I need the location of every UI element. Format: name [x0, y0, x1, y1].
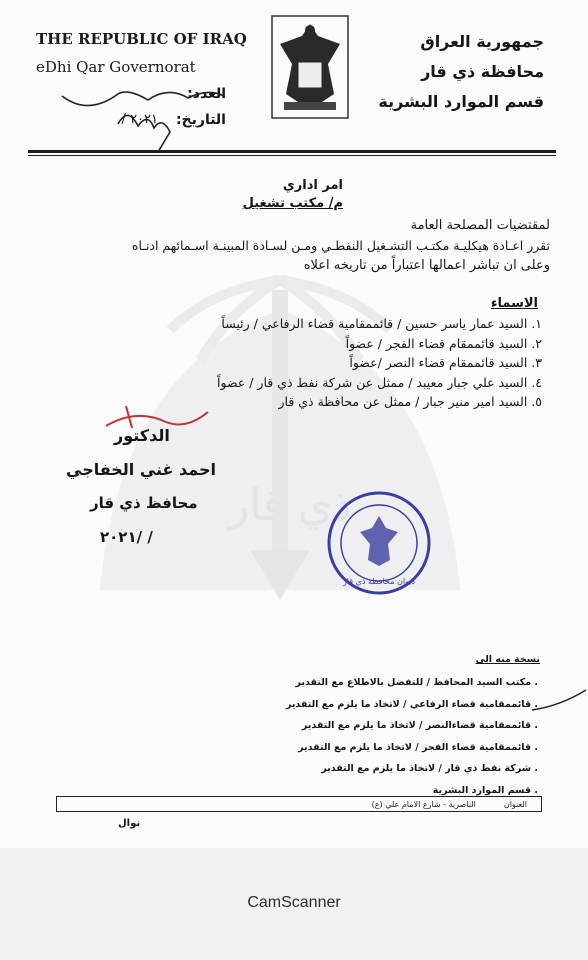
header-country-ar: جمهورية العراق [420, 32, 544, 51]
iraq-eagle-emblem [270, 14, 350, 120]
list-item: . شركة نفط ذي قار / لاتخاذ ما يلزم مع التقدير [321, 763, 538, 774]
watermark-text: ذي قار [228, 480, 352, 531]
names-heading: الاسماء [490, 296, 538, 311]
list-item: . قائممقامية قضاءالنصر / لاتخاذ ما يلزم مع التقدير [301, 720, 538, 731]
list-item: ٥. السيد امير منير جبار / ممثل عن محافظة ذي قار [278, 394, 542, 409]
date-label: التاريخ: [175, 112, 226, 128]
order-subject: م/ مكتب تشغيل [242, 196, 343, 211]
number-label: العدد: [187, 86, 226, 102]
signature-name: احمد غني الخفاجي [66, 460, 217, 479]
footer-address-label: العنوان [503, 799, 527, 809]
footer-initials: نوال [118, 818, 141, 829]
signature-date: ٢٠٢١/ / [100, 528, 153, 546]
camscanner-label: CamScanner [247, 894, 341, 911]
header-rule-thin [28, 155, 556, 156]
header-rule [28, 150, 556, 153]
date-value: / ٢٠٢١ [121, 112, 158, 127]
handwritten-number-date [58, 76, 228, 156]
footer-address-box [56, 796, 542, 812]
list-item: . قائممقامية قضاء الفجر / لاتخاذ ما يلزم مع التقدير [298, 741, 538, 753]
handwritten-arrow [530, 688, 588, 718]
header-governorate-ar: محافظة ذي قار [421, 62, 544, 81]
signature-title: الدكتور [114, 426, 170, 445]
order-line-3: وعلى ان تباشر اعمالها اعتباراً من تاريخه اعلاه [303, 258, 550, 273]
stamp-text: ديوان محافظة ذي قار [342, 577, 416, 586]
header-governorate-en: eDhi Qar Governorat [36, 58, 196, 76]
list-item: ١. السيد عمار ياسر حسين / قائممقامية قضاء الرفاعي / رئيساً [221, 316, 542, 331]
list-item: . قسم الموارد البشرية [432, 784, 538, 796]
order-title: امر اداري [282, 178, 343, 193]
copies-list [286, 672, 538, 801]
names-list [217, 314, 542, 412]
header-country-en: THE REPUBLIC OF IRAQ [36, 30, 247, 48]
list-item: ٣. السيد قائممقام قضاء النصر /عضواً [349, 355, 542, 370]
copies-heading: نسخة منه الى [475, 654, 540, 665]
footer-street: الناصرية - شارع الامام علي (ع) [371, 799, 476, 809]
list-item: ٢. السيد قائممقام قضاء الفجر / عضواً [345, 335, 542, 351]
list-item: . قائممقامية قضاء الرفاعي / لاتخاذ ما يلزم مع التقدير [285, 698, 538, 710]
official-stamp [324, 488, 434, 598]
order-line-1: لمقتضيات المصلحة العامة [410, 218, 550, 233]
order-line-2: تقرر اعـادة هيكليـة مكتـب التشـغيل النفطـي ومـن لسـادة المبينـة اسـمائهم ادنـاه [131, 238, 550, 253]
list-item: . مكتب السيد المحافظ / للتفضل بالاطلاع مع التقدير [295, 677, 538, 688]
signature-position: محافظ ذي قار [90, 494, 198, 512]
list-item: ٤. السيد علي جبار معيبد / ممثل عن شركة نفط ذي قار / عضواً [217, 374, 542, 390]
header-department-ar: قسم الموارد البشرية [378, 92, 544, 111]
